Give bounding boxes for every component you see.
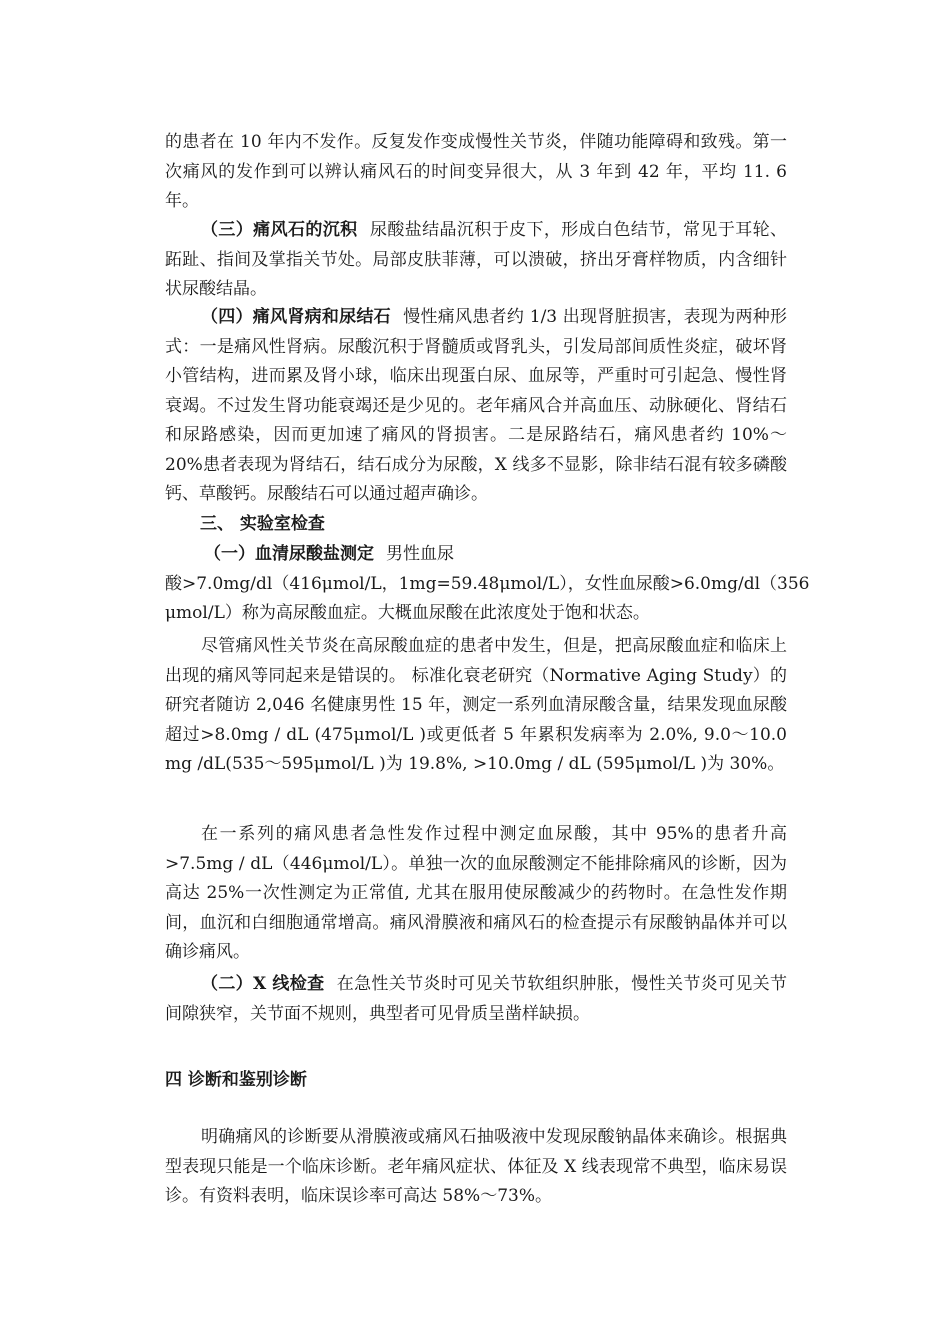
paragraph-attack-interval: 的患者在 10 年内不发作。反复发作变成慢性关节炎，伴随功能障碍和致残。第一次痛风的发作到可以辨认痛风石的时间变异很大，从 3 年到 42 年，平均 11. 6 年。 [165,132,787,211]
paragraph-acute-attack-urate: 在一系列的痛风患者急性发作过程中测定血尿酸，其中 95%的患者升高>7.5mg / dL（446μmol/L）。单独一次的血尿酸测定不能排除痛风的诊断，因为高达 25%一次性测定为正常值, 尤其在服用使尿酸减少的药物时。在急性发作期间，血沉和白细胞通常增高。痛风滑膜液和痛风石的检查提示有尿酸钠晶体并可以确诊痛风。 [165,824,787,962]
xray-heading: （二）X 线检查 [201,974,325,994]
nephropathy-heading: （四）痛风肾病和尿结石 [201,307,391,327]
nephropathy-text: 慢性痛风患者约 1/3 出现肾脏损害，表现为两种形式：一是痛风性肾病。尿酸沉积于肾髓质或肾乳头，引发局部间质性炎症，破坏肾小管结构，进而累及肾小球，临床出现蛋白尿、血尿等，严重时可引起急、慢性肾衰竭。不过发生肾功能衰竭还是少见的。老年痛风合并高血压、动脉硬化、肾结石和尿路感染，因而更加速了痛风的肾损害。二是尿路结石，痛风患者约 10%～20%患者表现为肾结石，结石成分为尿酸，X 线多不显影，除非结石混有较多磷酸钙、草酸钙。尿酸结石可以通过超声确诊。 [165,307,788,504]
paragraph-nephropathy [165,303,787,510]
serum-urate-heading: （一）血清尿酸盐测定 [204,544,374,564]
paragraph-tophus [165,216,787,305]
section-diagnosis-heading: 四 诊断和鉴别诊断 [165,1070,307,1090]
section-lab-tests-heading: 三、 实验室检查 [200,514,325,534]
tophus-heading: （三）痛风石的沉积 [201,220,358,240]
serum-urate-line1-text: 男性血尿 [386,544,454,564]
serum-urate-line3: μmol/L）称为高尿酸血症。大概血尿酸在此浓度处于饱和状态。 [165,603,650,623]
paragraph-xray [165,970,787,1029]
serum-urate-line1 [204,540,794,570]
serum-urate-line2: 酸>7.0mg/dl（416μmol/L，1mg=59.48μmol/L），女性血尿酸>6.0mg/dl（356 [165,574,810,594]
xray-text: 在急性关节炎时可见关节软组织肿胀，慢性关节炎可见关节间隙狭窄，关节面不规则，典型者可见骨质呈凿样缺损。 [165,974,788,1024]
paragraph-diagnosis: 明确痛风的诊断要从滑膜液或痛风石抽吸液中发现尿酸钠晶体来确诊。根据典型表现只能是一个临床诊断。老年痛风症状、体征及 X 线表现常不典型，临床易误诊。有资料表明，临床误诊率可高达 58%～73%。 [165,1127,787,1206]
tophus-text: 尿酸盐结晶沉积于皮下，形成白色结节，常见于耳轮、跖趾、指间及掌指关节处。局部皮肤菲薄，可以溃破，挤出牙膏样物质，内含细针状尿酸结晶。 [165,220,788,299]
paragraph-normative-aging-study: 尽管痛风性关节炎在高尿酸血症的患者中发生，但是，把高尿酸血症和临床上出现的痛风等同起来是错误的。 标准化衰老研究（Normative Aging Study）的研究者随访 2,046 名健康男性 15 年，测定一系列血清尿酸含量，结果发现血尿酸超过>8.0mg / dL (475μmol/L )或更低者 5 年累积发病率为 2.0%, 9.0～10.0 mg /dL(535～595μmol/L )为 19.8%, >10.0mg / dL (595μmol/L )为 30%。 [165,636,787,774]
